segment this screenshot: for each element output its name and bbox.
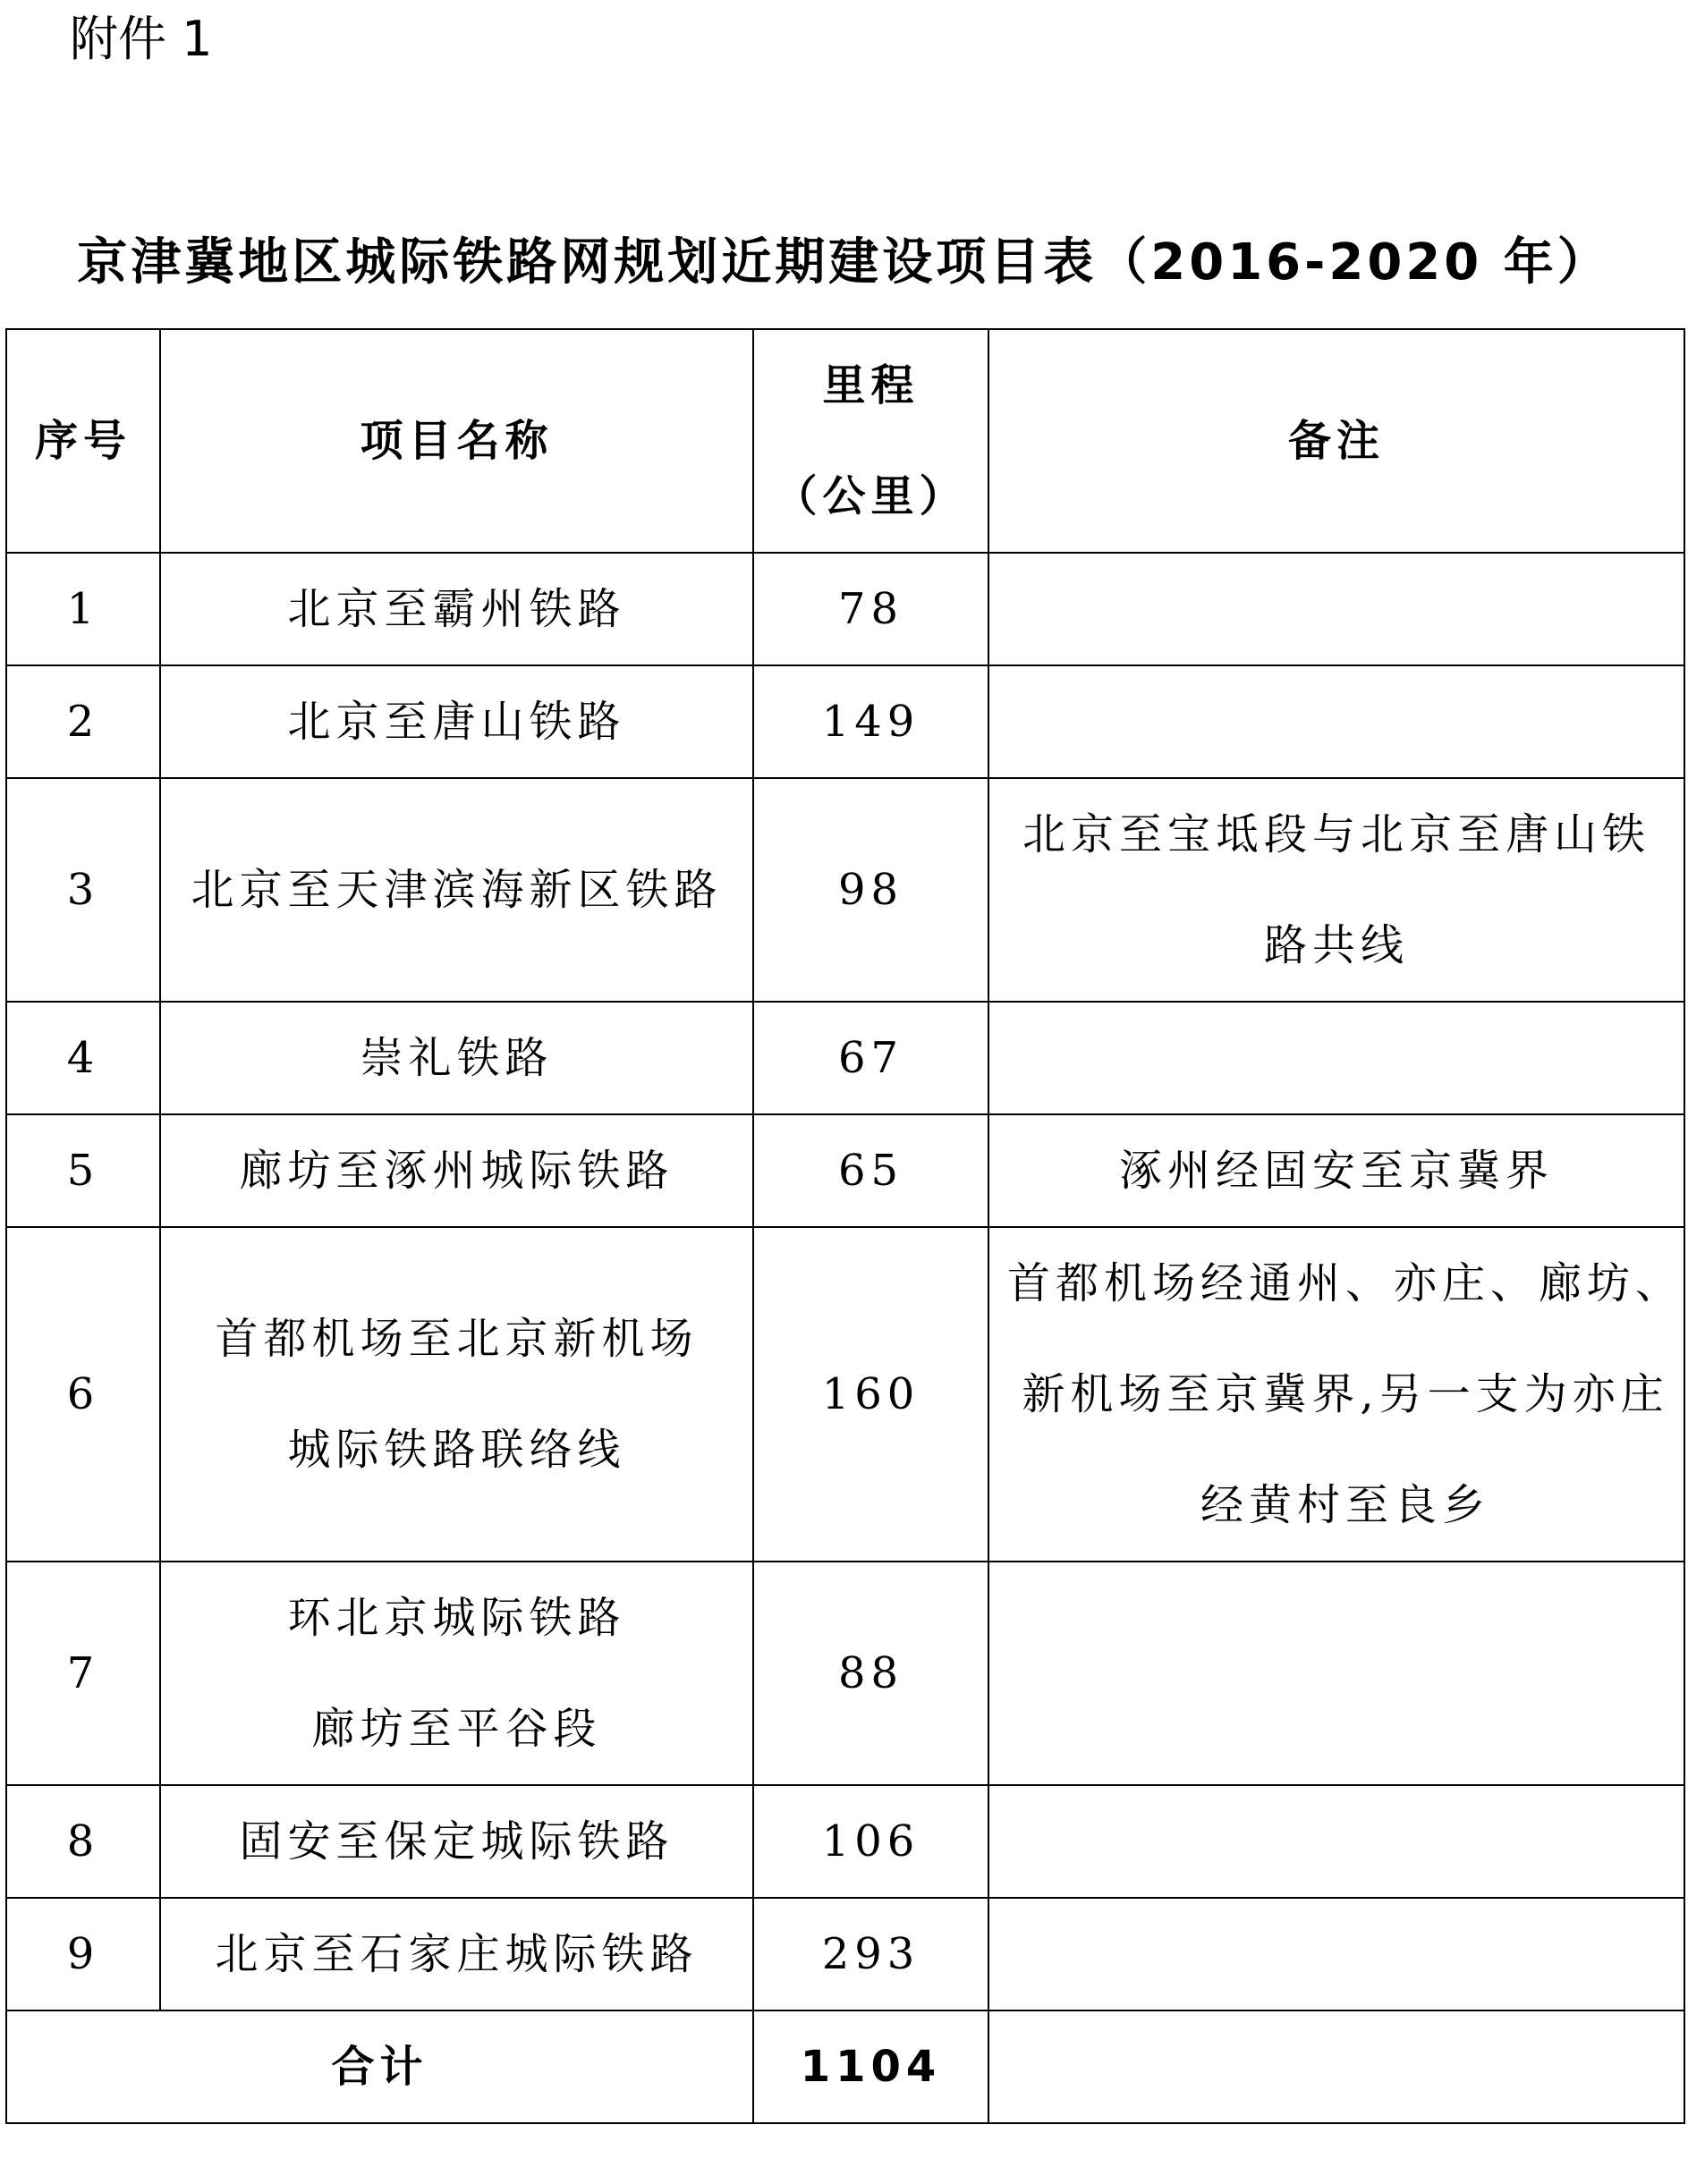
header-index: 序号: [6, 329, 160, 553]
table-row: [6, 1785, 1684, 1898]
table-row: [6, 1562, 1684, 1785]
row-project-name: [160, 665, 753, 778]
project-table: [5, 328, 1685, 2124]
row-index: 5: [6, 1114, 160, 1227]
project-name-line: 廊坊至平谷段: [311, 1704, 602, 1754]
remark-line: 新机场至京冀界,另一支为亦庄: [1022, 1369, 1669, 1419]
remark-line: 经黄村至良乡: [1200, 1480, 1490, 1530]
project-name-line: 北京至霸州铁路: [287, 584, 626, 634]
header-remark: 备注: [988, 329, 1684, 553]
header-mileage-unit: （公里）: [774, 471, 968, 521]
project-name-line: 环北京城际铁路: [287, 1593, 626, 1643]
header-mileage: [753, 329, 988, 553]
table-row: [6, 778, 1684, 1002]
row-project-name: [160, 1227, 753, 1562]
project-name-line: 首都机场至北京新机场: [215, 1314, 699, 1364]
table-row: [6, 553, 1684, 665]
row-remark: [988, 1898, 1684, 2010]
row-project-name: [160, 1562, 753, 1785]
page-title: 京津冀地区城际铁路网规划近期建设项目表（2016-2020 年）: [77, 233, 1611, 292]
row-mileage: 88: [753, 1562, 988, 1785]
total-mileage: 1104: [753, 2010, 988, 2123]
row-index: 1: [6, 553, 160, 665]
row-index: 2: [6, 665, 160, 778]
project-name-line: 城际铁路联络线: [287, 1425, 626, 1475]
header-name: 项目名称: [160, 329, 753, 553]
project-name-line: 北京至石家庄城际铁路: [215, 1929, 699, 1979]
project-name-line: 廊坊至涿州城际铁路: [239, 1146, 674, 1196]
row-mileage: 149: [753, 665, 988, 778]
table-total-row: [6, 2010, 1684, 2123]
row-mileage: 78: [753, 553, 988, 665]
project-name-line: 崇礼铁路: [360, 1033, 554, 1083]
row-project-name: [160, 553, 753, 665]
attachment-label: 附件 1: [70, 11, 213, 67]
row-project-name: [160, 1114, 753, 1227]
row-remark: [988, 1562, 1684, 1785]
table-row: [6, 1002, 1684, 1114]
project-name-line: 固安至保定城际铁路: [239, 1816, 674, 1867]
row-index: 7: [6, 1562, 160, 1785]
row-remark: [988, 553, 1684, 665]
remark-line: 首都机场经通州、亦庄、廊坊、: [1007, 1258, 1684, 1308]
table-row: [6, 665, 1684, 778]
row-mileage: 160: [753, 1227, 988, 1562]
table-row: [6, 1114, 1684, 1227]
row-index: 6: [6, 1227, 160, 1562]
header-mileage-label: 里程: [822, 360, 920, 411]
total-remark: [988, 2010, 1684, 2123]
row-mileage: 293: [753, 1898, 988, 2010]
row-mileage: 67: [753, 1002, 988, 1114]
row-mileage: 65: [753, 1114, 988, 1227]
row-mileage: 106: [753, 1785, 988, 1898]
row-remark: [988, 665, 1684, 778]
project-name-line: 北京至天津滨海新区铁路: [191, 865, 723, 915]
table-row: [6, 1898, 1684, 2010]
row-index: 8: [6, 1785, 160, 1898]
table-body: [6, 553, 1684, 2123]
remark-line: 北京至宝坻段与北京至唐山铁: [1022, 809, 1650, 859]
row-remark: [988, 1785, 1684, 1898]
row-remark: [988, 1114, 1684, 1227]
remark-line: 涿州经固安至京冀界: [1118, 1146, 1554, 1196]
row-remark: [988, 1227, 1684, 1562]
row-mileage: 98: [753, 778, 988, 1002]
row-remark: [988, 1002, 1684, 1114]
row-project-name: [160, 1898, 753, 2010]
total-label: 合计: [6, 2010, 753, 2123]
row-remark: [988, 778, 1684, 1002]
table-header-row: [6, 329, 1684, 553]
row-project-name: [160, 1002, 753, 1114]
row-project-name: [160, 778, 753, 1002]
table-row: [6, 1227, 1684, 1562]
row-project-name: [160, 1785, 753, 1898]
row-index: 9: [6, 1898, 160, 2010]
row-index: 4: [6, 1002, 160, 1114]
row-index: 3: [6, 778, 160, 1002]
remark-line: 路共线: [1263, 920, 1409, 970]
project-name-line: 北京至唐山铁路: [287, 697, 626, 747]
